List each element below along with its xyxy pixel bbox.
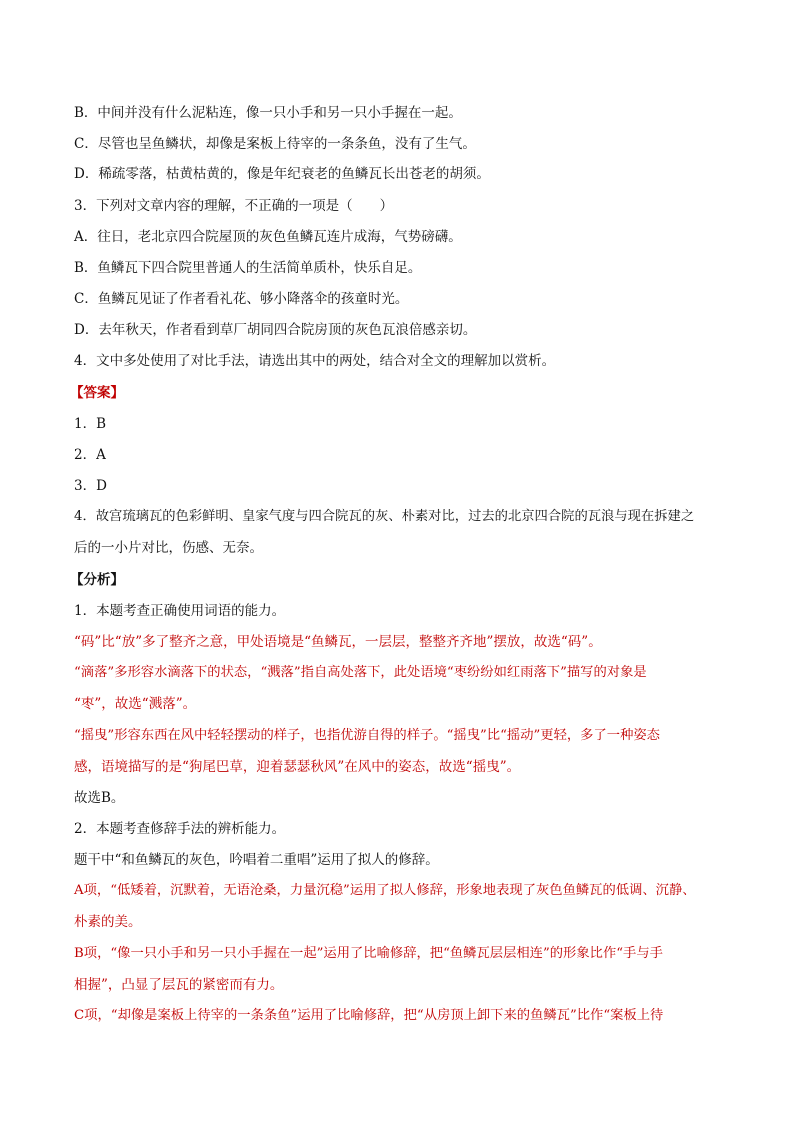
answer-item-4-line-2: 后的一小片对比，伤感、无奈。 — [74, 540, 263, 556]
analysis-heading: 【分析】 — [70, 572, 124, 588]
analysis-p2-option-a-line-1: A项，“低矮着，沉默着，无语沧桑，力量沉稳”运用了拟人修辞，形象地表现了灰色鱼鳞瓦的低调、沉静、 — [74, 883, 696, 898]
q4-stem: 4．文中多处使用了对比手法，请选出其中的两处，结合对全文的理解加以赏析。 — [74, 353, 556, 369]
q3-option-d: D．去年秋天，作者看到草厂胡同四合院房顶的灰色瓦浪倍感亲切。 — [74, 322, 477, 338]
analysis-p1-line-1: “码”比“放”多了整齐之意，甲处语境是“鱼鳞瓦，一层层，整整齐齐地”摆放，故选“码”。 — [74, 634, 602, 650]
q2-option-c: C．尽管也呈鱼鳞状，却像是案板上待宰的一条条鱼，没有了生气。 — [74, 136, 476, 152]
analysis-p1-line-5: 感，语境描写的是“狗尾巴草，迎着瑟瑟秋风”在风中的姿态，故选“摇曳”。 — [74, 759, 521, 775]
q3-stem: 3．下列对文章内容的理解，不正确的一项是（ ） — [74, 198, 394, 214]
answer-item-4-line-1: 4．故宫琉璃瓦的色彩鲜明、皇家气度与四合院瓦的灰、朴素对比，过去的北京四合院的瓦浪与现在拆建之 — [74, 509, 695, 524]
q3-option-c: C．鱼鳞瓦见证了作者看礼花、够小降落伞的孩童时光。 — [74, 291, 409, 307]
answer-item-2: 2．A — [74, 447, 106, 463]
analysis-p1-line-2: “滴落”多形容水滴落下的状态，“溅落”指自高处落下，此处语境“枣纷纷如红雨落下”描写的对象是 — [74, 665, 647, 680]
analysis-p2-option-c-line-1: C项，“却像是案板上待宰的一条条鱼”运用了比喻修辞，把“从房顶上卸下来的鱼鳞瓦”比作“案板上待 — [74, 1008, 664, 1023]
analysis-p1-title: 1．本题考查正确使用词语的能力。 — [74, 603, 286, 619]
analysis-p2-title: 2．本题考查修辞手法的辨析能力。 — [74, 821, 286, 837]
q3-option-b: B．鱼鳞瓦下四合院里普通人的生活简单质朴，快乐自足。 — [74, 260, 422, 276]
analysis-p2-line-1: 题干中“和鱼鳞瓦的灰色，吟唱着二重唱”运用了拟人的修辞。 — [74, 852, 439, 868]
analysis-p2-option-a-line-2: 朴素的美。 — [74, 914, 142, 930]
q2-option-d: D．稀疏零落，枯黄枯黄的，像是年纪衰老的鱼鳞瓦长出苍老的胡须。 — [74, 166, 490, 182]
analysis-p2-option-b-line-1: B项，“像一只小手和另一只小手握在一起”运用了比喻修辞，把“鱼鳞瓦层层相连”的形象比作“手与手 — [74, 946, 663, 961]
answer-heading: 【答案】 — [70, 385, 124, 401]
analysis-p2-option-b-line-2: 相握”，凸显了层瓦的紧密而有力。 — [74, 977, 284, 993]
analysis-p1-line-4: “摇曳”形容东西在风中轻轻摆动的样子，也指优游自得的样子。“摇曳”比“摇动”更轻，多了一种姿态 — [74, 728, 660, 743]
answer-item-1: 1．B — [74, 416, 107, 432]
q2-option-b: B．中间并没有什么泥粘连，像一只小手和另一只小手握在一起。 — [74, 105, 462, 121]
answer-item-3: 3．D — [74, 478, 107, 494]
q3-option-a: A．往日，老北京四合院屋顶的灰色鱼鳞瓦连片成海，气势磅礴。 — [74, 229, 462, 245]
analysis-p1-line-3: “枣”，故选“溅落”。 — [74, 696, 197, 712]
analysis-p1-conclusion: 故选B。 — [74, 790, 125, 806]
